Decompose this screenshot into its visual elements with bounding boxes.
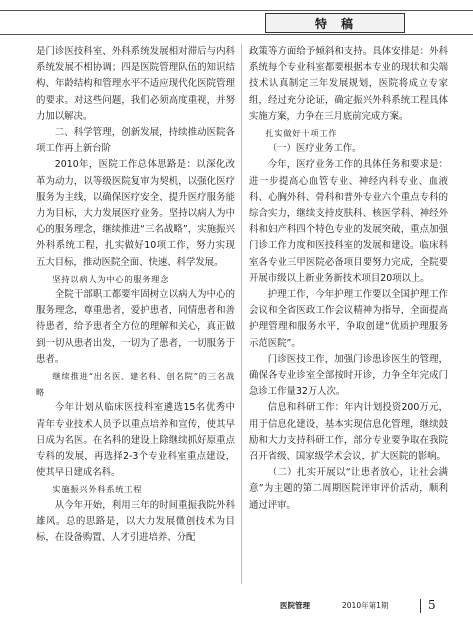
subheading: 继续推进“出名医、建名科、创名院”的三名战略 [36, 371, 235, 398]
paragraph: （一）医疗业务工作。 [267, 143, 362, 155]
left-column [36, 44, 235, 546]
page-header [0, 10, 473, 36]
footer-divider [420, 599, 421, 613]
right-column [249, 44, 448, 514]
paragraph: 是门诊医技科室、外科系统发展相对滞后与内科系统发展不相协调；四是医院管理队伍的知识结构、年龄结构和管理水平不适应现代化医院管理的要求。对这些问题，我们必须高度重视，并努力加以解决。 [36, 46, 235, 122]
paragraph: 二、科学管理，创新发展，持续推动医院各项工作再上新台阶 [36, 127, 235, 155]
column-divider [241, 44, 242, 584]
subheading: 实施振兴外科系统工程 [52, 484, 143, 495]
paragraph: 2010年，医院工作总体思路是：以深化改革为动力，以等级医院复审为契机，以强化医疗服务为主线，以确保医疗安全、提升医疗服务能力为目标，大力发展医疗业务。坚持以病人为中心的服务理念，继续推进“三名战略”，实施振兴外科系统工程，扎实做好10项工作，努力实现五大目标，推动医院全面、快速、科学发展。 [36, 159, 235, 268]
subheading: 坚持以病人为中心的服务理念 [52, 273, 170, 284]
paragraph: 政策等方面给予倾斜和支持。具体安排是：外科系统每个专业科室都要根据本专业的现状和尖端技术认真制定三年发展规划，医院将成立专家组，经过充分论证，确定振兴外科系统工程具体实施方案，力争在三月底前完成方案。 [249, 46, 448, 122]
paragraph: 全院干部职工都要牢固树立以病人为中心的服务理念，尊重患者，爱护患者，同情患者和善待患者，给予患者全方位的理解和关心，真正做到一切从患者出发，一切为了患者，一切服务于患者。 [36, 289, 235, 365]
page-footer [280, 598, 460, 614]
header-bottom-rule [0, 34, 473, 35]
section-title: 特稿 [265, 13, 405, 33]
paragraph: 门诊医技工作，加强门诊患诊医生的管理，确保各专业诊室全部按时开诊，力争全年完成门急诊工作量32万人次。 [249, 353, 448, 398]
paragraph: 今年计划从临床医技科室遴选15名优秀中青年专业技术人员予以重点培养和宣传，使其早日成为名医。在名科的建设上除继续抓好原重点专科的发展，再选择2-3个专业科室重点建设，使其早日建成名科。 [36, 402, 235, 479]
paragraph: 从今年开始，利用三年的时间重振我院外科雄风。总的思路是，以大力发展微创技术为目标，在设备购置、人才引进培养、分配 [36, 499, 235, 544]
footer-journal-name: 医院管理 [280, 601, 310, 610]
page-number: 5 [428, 598, 436, 612]
paragraph: 今年，医疗业务工作的具体任务和要求是：进一步提高心血管专业、神经内科专业、血液科、心胸外科、骨科和普外专业六个重点专科的综合实力，继续支持皮肤科、核医学科、神经外科和妇产科四个特色专业的发展突破，重点加强门诊工作力度和医技科室的发展和建设。临床科室各专业三甲医院必备项目要努力完成，全院要开展市级以上新业务新技术项目20项以上。 [249, 159, 448, 284]
paragraph: （二）扎实开展以“让患者放心，让社会满意”为主题的第二周期医院评审评价活动，顺利通过评审。 [249, 467, 448, 511]
header-top-rule [0, 10, 473, 11]
paragraph: 信息和科研工作：年内计划投资200万元，用于信息化建设，基本实现信息化管理，继续鼓励和大力支持科研工作，部分专业要争取在我院召开省级、国家级学术会议，扩大医院的影响。 [249, 402, 448, 463]
paragraph: 护理工作，今年护理工作要以全国护理工作会议和全省医政工作会议精神为指导，全面提高护理管理和服务水平，争取创建“优质护理服务示范医院”。 [249, 289, 448, 349]
footer-issue: 2010年第1期 [342, 601, 389, 610]
subheading: 扎实做好十项工作 [265, 128, 338, 139]
